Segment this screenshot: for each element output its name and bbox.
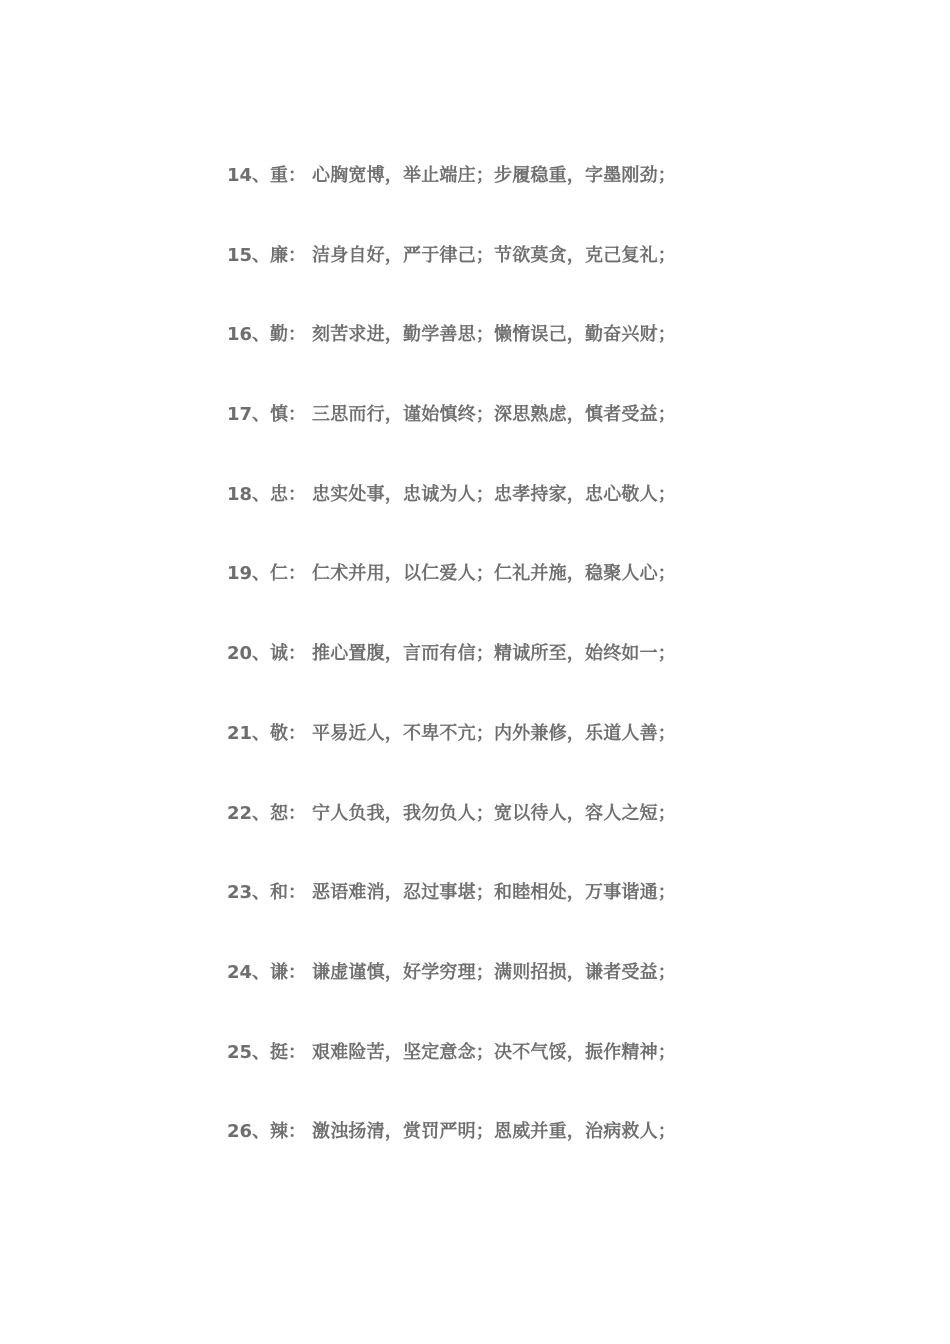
- entry-label: 17、慎：: [227, 404, 307, 426]
- entry-label: 23、和：: [227, 882, 307, 904]
- list-item: [227, 796, 707, 876]
- list-item: [227, 1035, 707, 1115]
- entry-text: 洁身自好，严于律己；节欲莫贪，克己复礼；: [312, 244, 676, 266]
- entry-label: 20、诚：: [227, 643, 307, 665]
- entry-text: 宁人负我，我勿负人；宽以待人，容人之短；: [312, 802, 676, 824]
- entry-label: 16、勤：: [227, 324, 307, 346]
- list-item: [227, 636, 707, 716]
- list-item: [227, 238, 707, 318]
- entry-label: 15、廉：: [227, 244, 307, 266]
- list-item: [227, 477, 707, 557]
- list-item: [227, 397, 707, 477]
- entry-text: 推心置腹，言而有信；精诚所至，始终如一；: [312, 643, 676, 665]
- entry-list: [227, 158, 707, 1194]
- entry-text: 仁术并用，以仁爱人；仁礼并施，稳聚人心；: [312, 563, 676, 585]
- entry-text: 激浊扬清，赏罚严明；恩威并重，治病救人；: [312, 1121, 676, 1143]
- entry-text: 心胸宽博，举止端庄；步履稳重，字墨刚劲；: [312, 165, 676, 186]
- list-item: [227, 875, 707, 955]
- entry-label: 19、仁：: [227, 563, 307, 585]
- entry-text: 三思而行，谨始慎终；深思熟虑，慎者受益；: [312, 404, 676, 426]
- entry-text: 恶语难消，忍过事堪；和睦相处，万事谐通；: [312, 882, 676, 904]
- entry-label: 26、辣：: [227, 1121, 307, 1143]
- list-item: [227, 1114, 707, 1194]
- list-item: [227, 317, 707, 397]
- entry-label: 22、恕：: [227, 802, 307, 824]
- entry-label: 25、挺：: [227, 1041, 307, 1063]
- entry-text: 谦虚谨慎，好学穷理；满则招损，谦者受益；: [312, 961, 676, 983]
- entry-label: 21、敬：: [227, 722, 307, 744]
- entry-label: 14、重：: [227, 165, 307, 186]
- entry-label: 18、忠：: [227, 483, 307, 505]
- list-item: [227, 556, 707, 636]
- entry-text: 刻苦求进，勤学善思；懒惰误己，勤奋兴财；: [312, 324, 676, 346]
- entry-text: 平易近人，不卑不亢；内外兼修，乐道人善；: [312, 722, 676, 744]
- entry-label: 24、谦：: [227, 961, 307, 983]
- list-item: [227, 158, 707, 238]
- list-item: [227, 716, 707, 796]
- entry-text: 艰难险苦，坚定意念；决不气馁，振作精神；: [312, 1041, 676, 1063]
- list-item: [227, 955, 707, 1035]
- entry-text: 忠实处事，忠诚为人；忠孝持家，忠心敬人；: [312, 483, 676, 505]
